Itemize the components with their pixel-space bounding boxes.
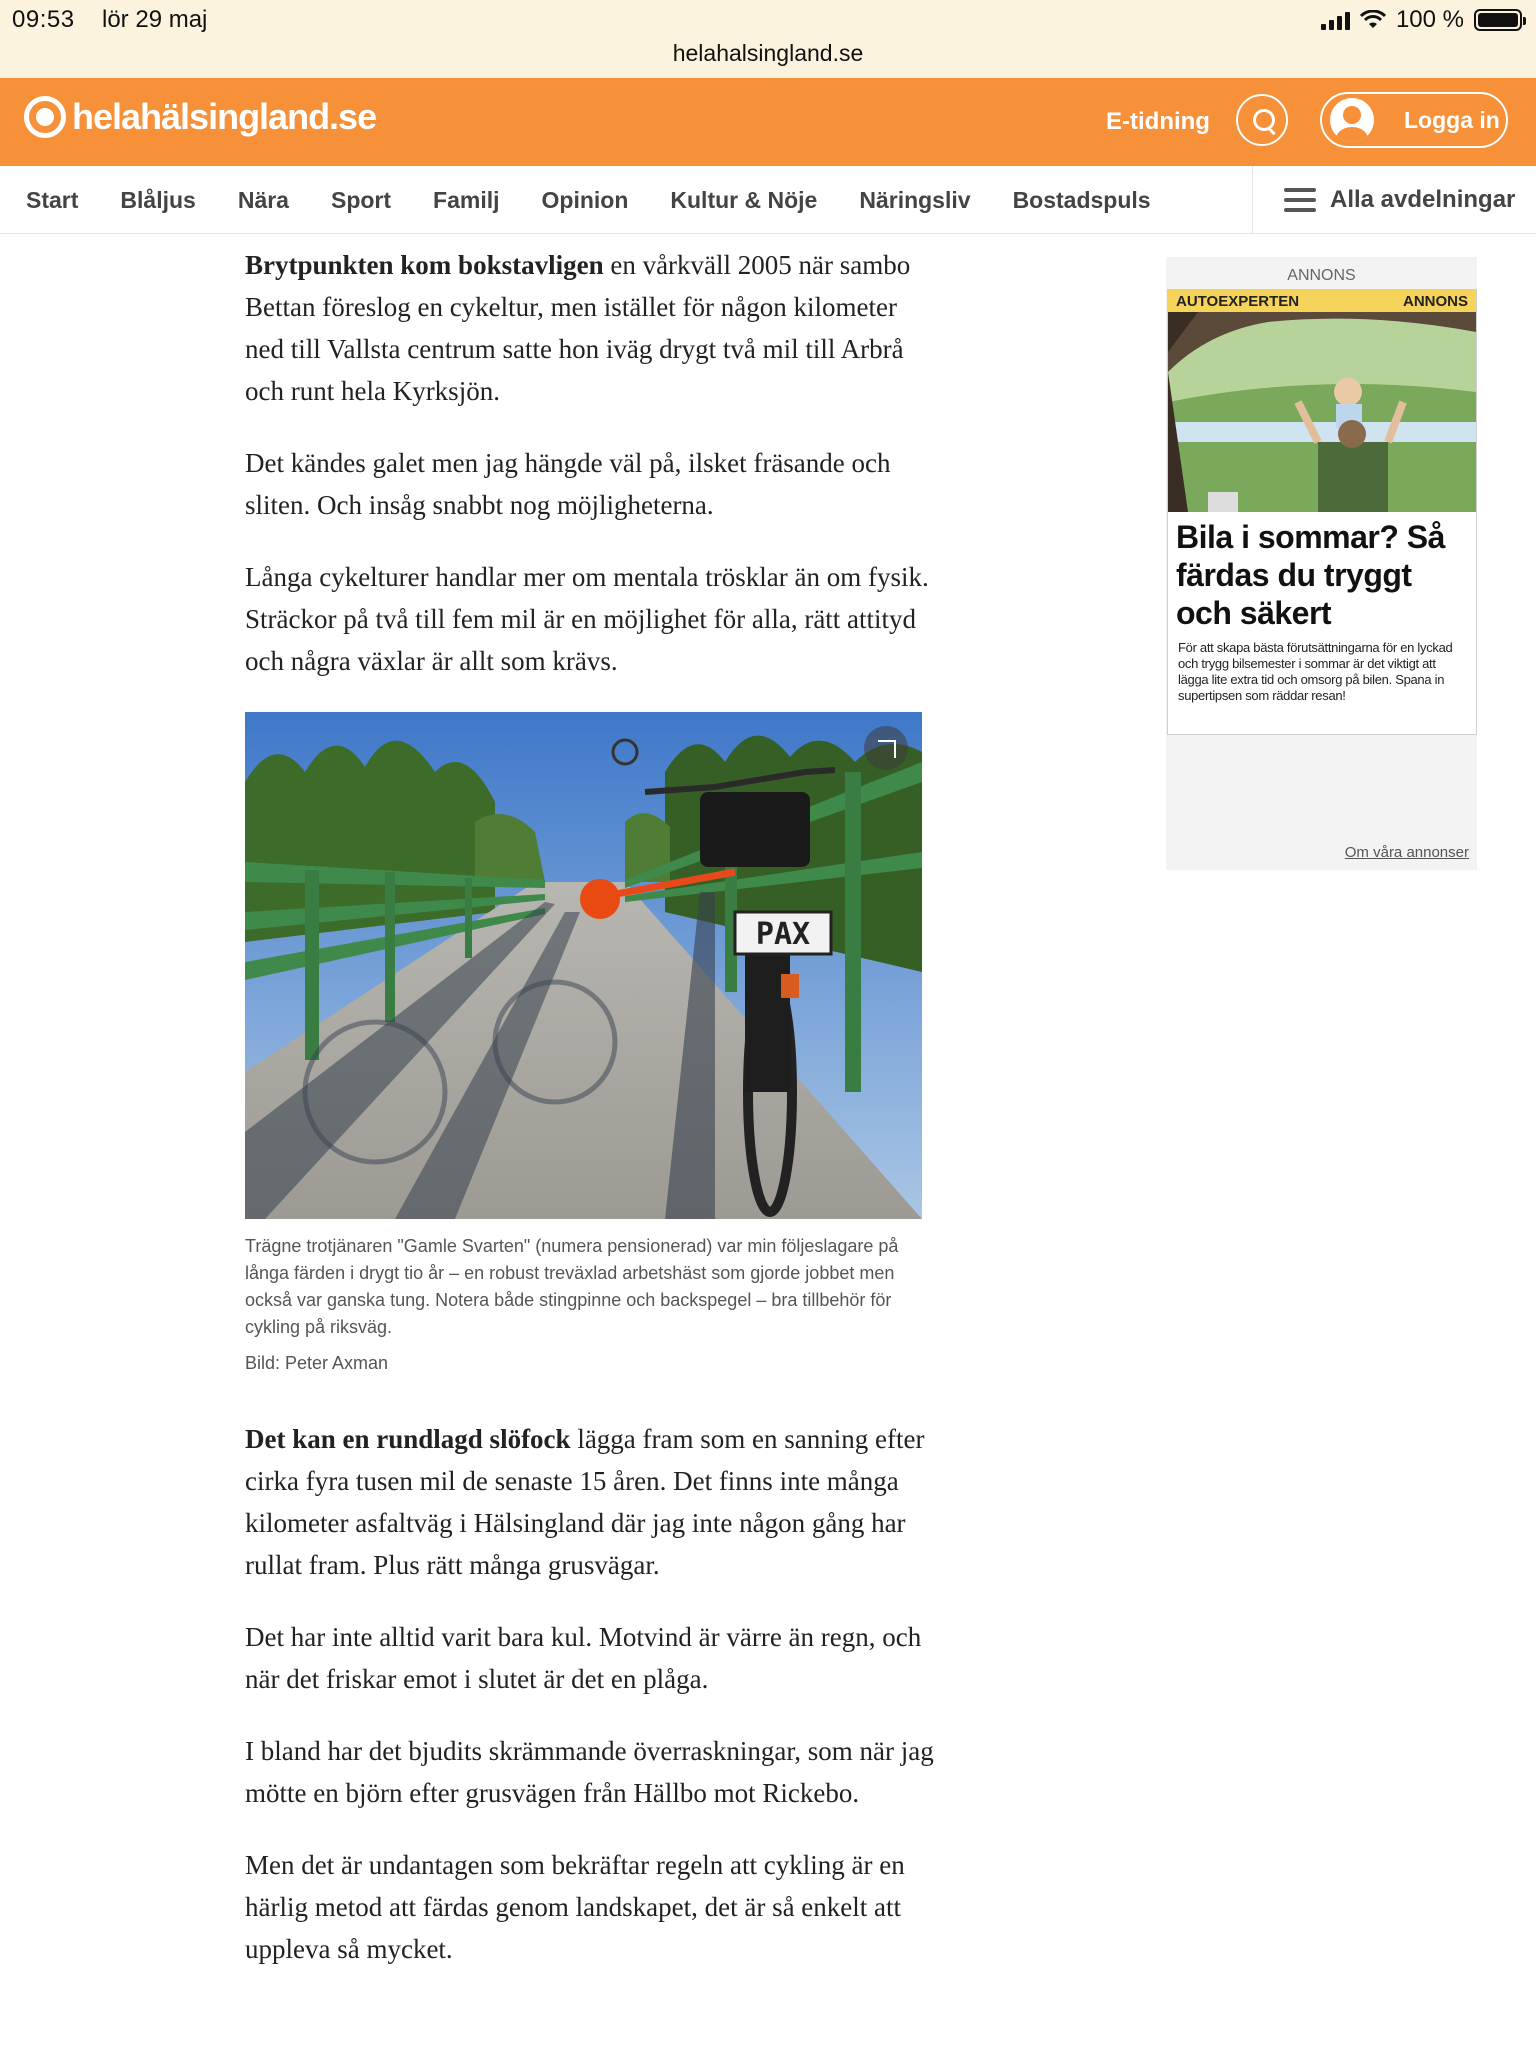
site-logo[interactable] [24, 96, 376, 138]
ad-label: ANNONS [1287, 267, 1356, 284]
all-sections-label: Alla avdelningar [1330, 186, 1516, 213]
nav-item-sport[interactable]: Sport [330, 186, 392, 213]
sidebar-ad [1166, 257, 1477, 870]
status-indicators [1321, 6, 1522, 34]
status-time: 09:53 [12, 6, 75, 33]
about-ads-link[interactable]: Om våra annonser [1344, 844, 1469, 861]
nav-items [26, 166, 1193, 234]
article-photo[interactable] [245, 712, 922, 1219]
license-plate-text: PAX [755, 917, 811, 952]
ad-title: Bila i sommar? Så färdas du tryggt och säkert [1176, 519, 1445, 631]
section-nav [0, 166, 1536, 234]
nav-item-bostadspuls[interactable]: Bostadspuls [1012, 186, 1151, 213]
site-header [0, 78, 1536, 166]
ad-banner[interactable] [1167, 289, 1477, 735]
nav-item-opinion[interactable]: Opinion [541, 186, 629, 213]
paragraph-text: en vårkväll 2005 när sambo Bettan föreslog en cykeltur, men istället för någon kilometer ned till Vallsta centrum satte hon iväg drygt två mil till Arbrå och runt hela Kyrksjön. [245, 250, 911, 406]
logo-circle-icon [24, 96, 66, 138]
all-sections-button[interactable] [1284, 166, 1515, 234]
etidning-link[interactable]: E-tidning [1106, 108, 1210, 135]
paragraph-lead: Det kan en rundlagd slöfock [245, 1424, 571, 1454]
article-paragraph: Det kändes galet men jag hängde väl på, ilsket fräsande och sliten. Och insåg snabbt nog möjligheterna. [245, 448, 891, 520]
ad-text: För att skapa bästa förutsättningarna för en lyckad och trygg bilsemester i sommar är det viktigt att lägga lite extra tid och omsorg på bilen. Spana in supertipsen som räddar resan! [1178, 640, 1453, 703]
ad-advertiser: AUTOEXPERTEN [1176, 292, 1300, 310]
article-paragraph [245, 244, 935, 412]
article-paragraph: I bland har det bjudits skrämmande överraskningar, som när jag mötte en björn efter grusvägen från Hällbo mot Rickebo. [245, 1736, 934, 1808]
photo-caption: Trägne trotjänaren "Gamle Svarten" (numera pensionerad) var min följeslagare på långa färden i drygt tio år – en robust treväxlad arbetshäst som gjorde jobbet men också var ganska tung. Notera både stingpinne och backspegel – bra tillbehör för cykling på riksväg. [245, 1236, 899, 1337]
article-figure [245, 712, 935, 1374]
login-label: Logga in [1404, 106, 1500, 133]
article-paragraph: Det har inte alltid varit bara kul. Motvind är värre än regn, och när det friskar emot i slutet är det en plåga. [245, 1622, 922, 1694]
article-paragraph: Men det är undantagen som bekräftar regeln att cykling är en härlig metod att färdas genom landskapet, det är så enkelt att uppleva så mycket. [245, 1850, 905, 1964]
ad-image [1168, 312, 1476, 512]
paragraph-text: lägga fram som en sanning efter cirka fyra tusen mil de senaste 15 åren. Det finns inte många kilometer asfaltväg i Hälsingland där jag inte någon gång har rullat fram. Plus rätt många grusvägar. [245, 1424, 925, 1580]
photo-credit: Bild: Peter Axman [245, 1353, 389, 1373]
nav-item-naringsliv[interactable]: Näringsliv [859, 186, 971, 213]
login-button[interactable] [1320, 92, 1508, 148]
article-paragraph: Långa cykelturer handlar mer om mentala trösklar än om fysik. Sträckor på två till fem mil är en möjlighet för alla, rätt attityd och några växlar är allt som krävs. [245, 562, 929, 676]
nav-item-kultur-noje[interactable]: Kultur & Nöje [670, 186, 818, 213]
nav-item-nara[interactable]: Nära [237, 186, 289, 213]
ios-status-bar [0, 0, 1536, 78]
expand-image-icon[interactable] [864, 726, 908, 770]
search-button[interactable] [1236, 94, 1288, 146]
paragraph-lead: Brytpunkten kom bokstavligen [245, 250, 604, 280]
user-icon [1330, 98, 1374, 142]
cellular-signal-icon [1321, 10, 1350, 30]
nav-item-blaljus[interactable]: Blåljus [120, 186, 196, 213]
status-date: lör 29 maj [102, 6, 208, 33]
ad-topbar [1168, 290, 1476, 312]
nav-divider [1252, 166, 1253, 234]
wifi-icon [1360, 10, 1386, 30]
battery-icon [1474, 9, 1522, 31]
url-bar[interactable]: helahalsingland.se [672, 40, 864, 66]
logo-text: helahälsingland.se [72, 96, 377, 137]
article-body [245, 234, 935, 2000]
nav-item-familj[interactable]: Familj [433, 186, 500, 213]
nav-item-start[interactable]: Start [26, 186, 79, 213]
battery-percent: 100 % [1395, 6, 1464, 33]
article-paragraph [245, 1418, 935, 1586]
hamburger-menu-icon [1284, 188, 1316, 212]
ad-tag: ANNONS [1402, 292, 1468, 310]
